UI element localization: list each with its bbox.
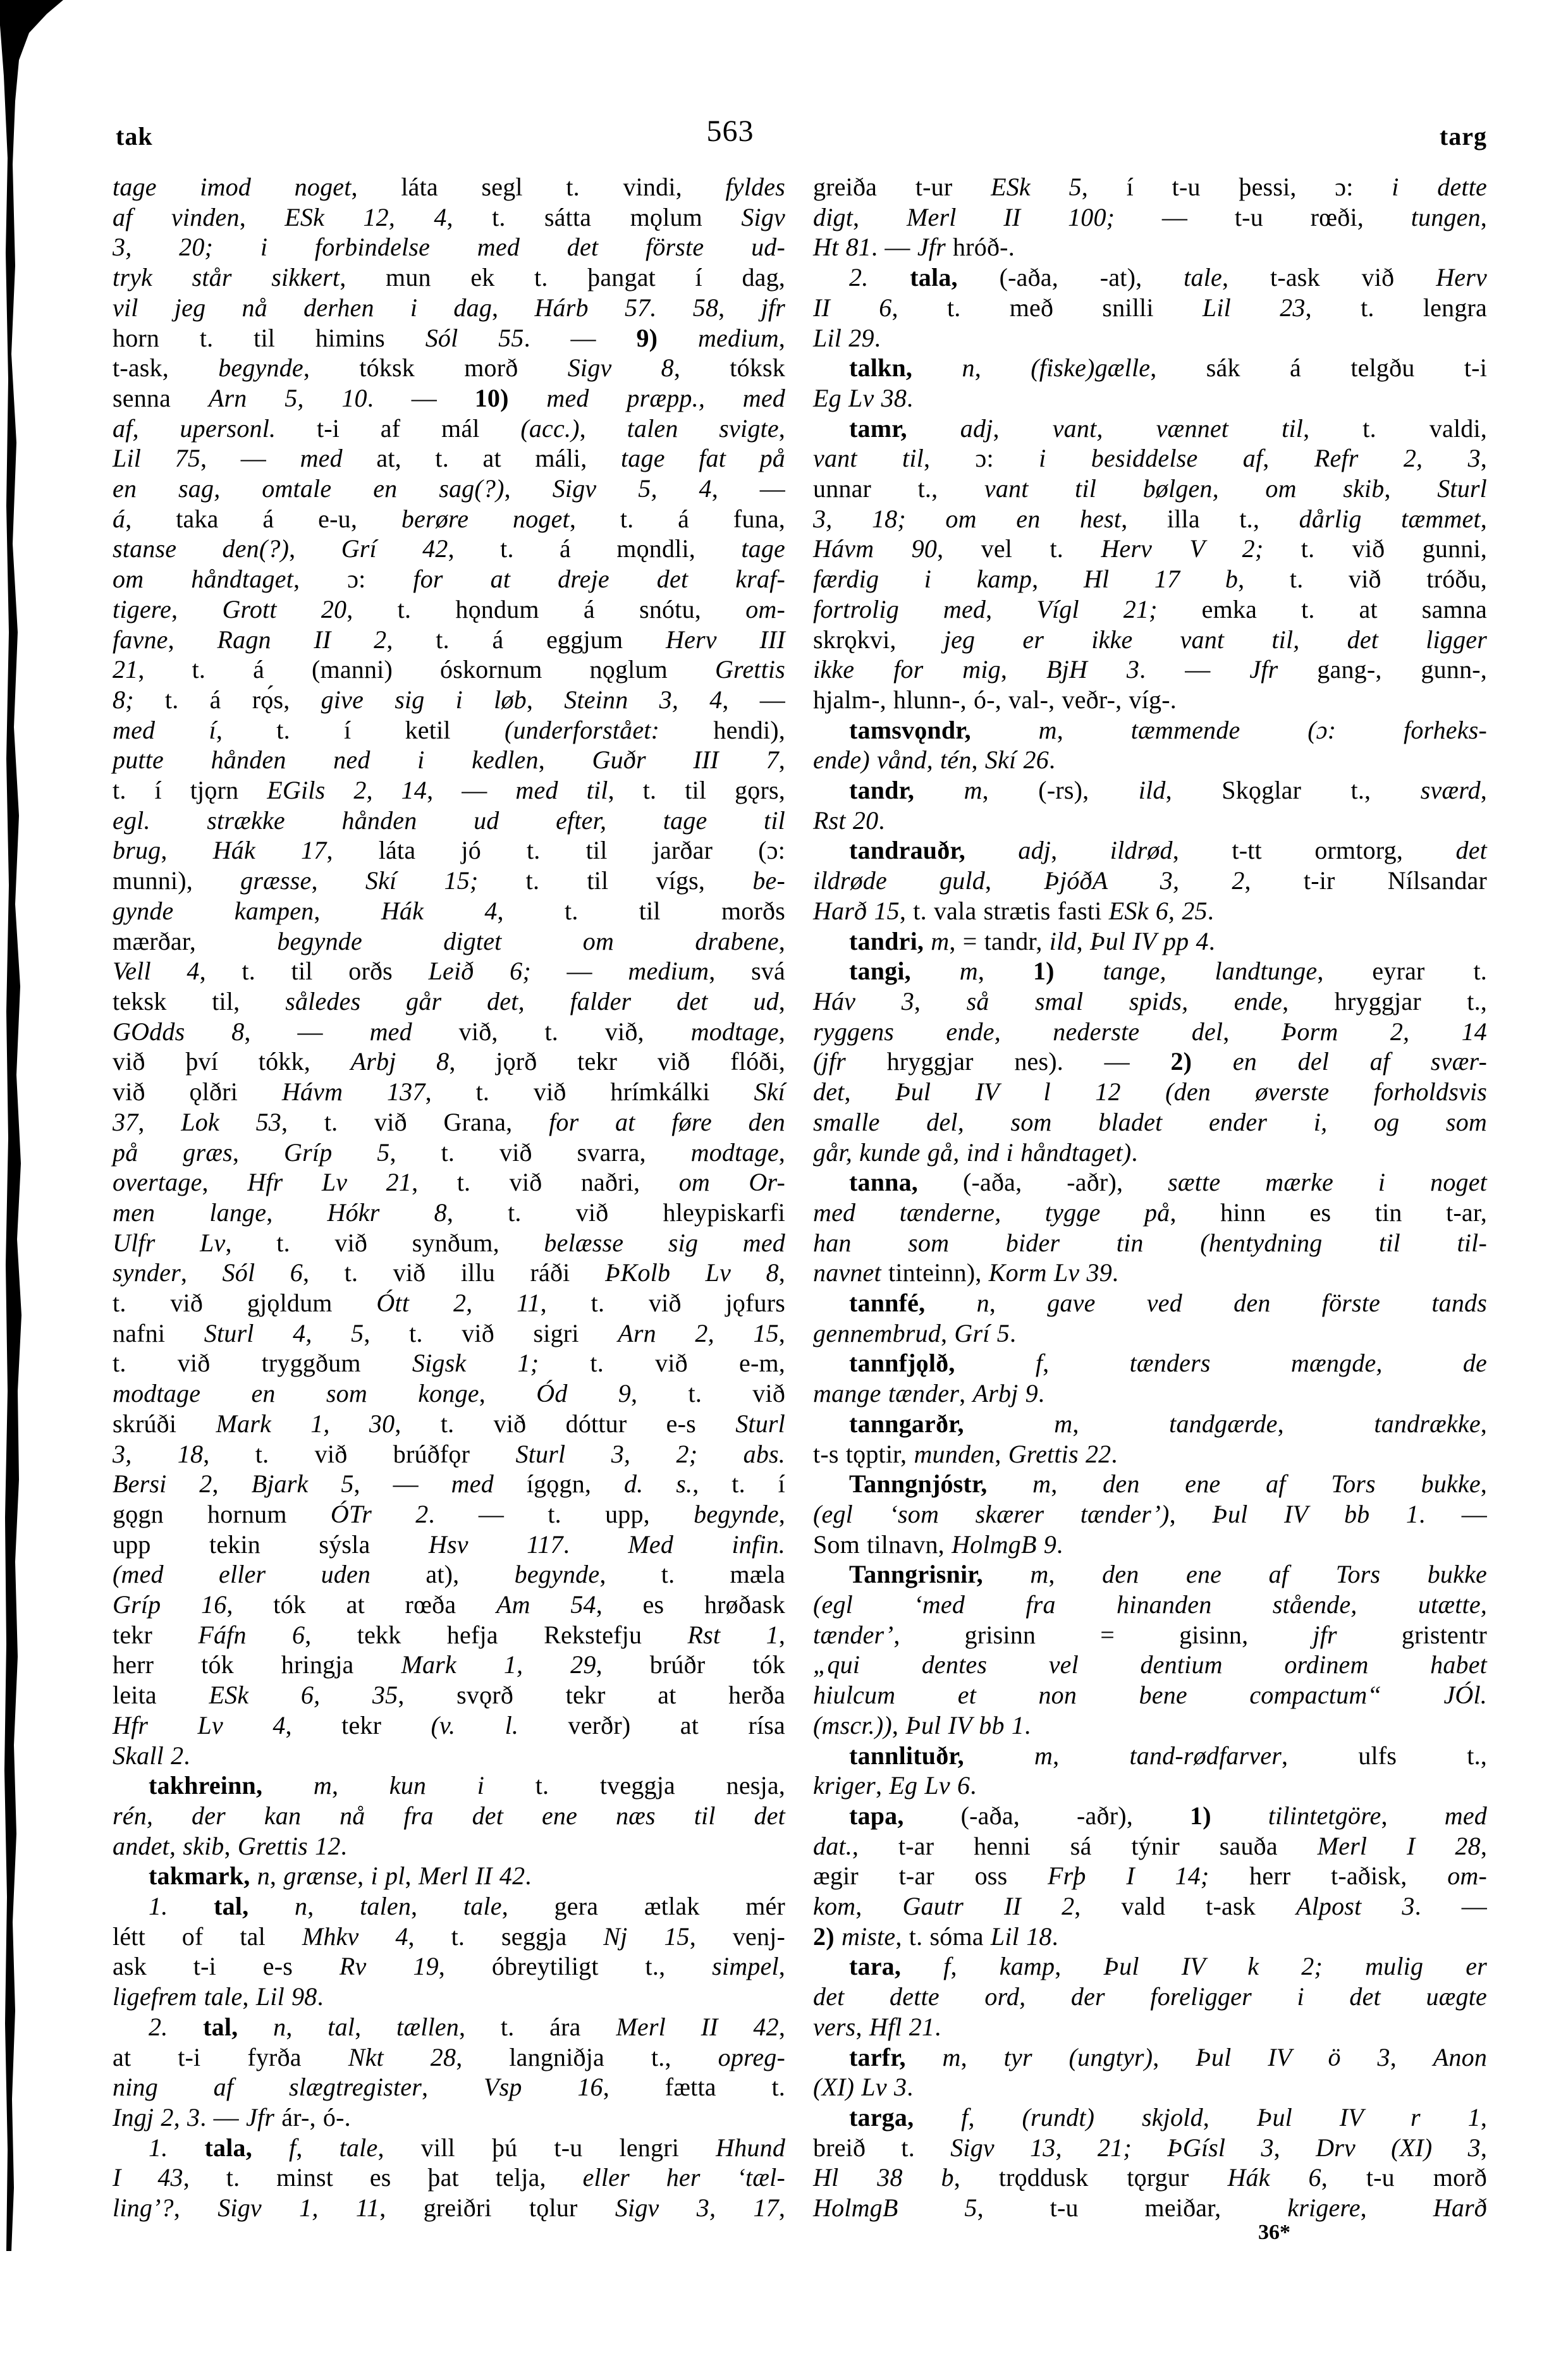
dictionary-entry (113, 172, 785, 1770)
text-line: ling’?, Sigv 1, 11, greiðri tǫlur Sigv 3, 17, (113, 2193, 786, 2223)
text-line: (mscr.)), Þul IV bb 1. (813, 1710, 1031, 1739)
text-line: går, kunde gå, ind i håndtaget). (813, 1138, 1138, 1167)
text-line: på græs, Gríp 5, t. við svarra, modtage, (113, 1138, 785, 1167)
text-line: teksk til, således går det, falder det ud, (113, 986, 785, 1015)
text-line: gennembrud, Grí 5. (813, 1318, 1017, 1347)
text-line: færdig i kamp, Hl 17 b, t. við tróðu, (813, 565, 1487, 594)
signature-mark: 36* (1258, 2221, 1290, 2244)
text-line: á, taka á e-u, berøre noget, t. á funa, (113, 504, 786, 533)
text-line: brug, Hák 17, láta jó t. til jarðar (ɔ: (113, 836, 786, 865)
text-line: Hfr Lv 4, tekr (v. l. verðr) at rísa (113, 1710, 786, 1739)
dictionary-entry (813, 926, 1487, 957)
text-line: tage imod noget, láta segl t. vindi, fyldes (113, 173, 785, 201)
text-line: ryggens ende, nederste del, Þorm 2, 14 (813, 1017, 1487, 1046)
text-line: af, upersonl. t-i af mál (acc.), talen svigte, (113, 414, 785, 443)
dictionary-entry (813, 715, 1487, 775)
text-line: Eg Lv 38. (813, 383, 914, 412)
text-line: af vinden, ESk 12, 4, t. sátta mǫlum Sigv (113, 202, 785, 231)
text-line: t-s tǫptir, munden, Grettis 22. (813, 1439, 1118, 1468)
text-line: med tænderne, tygge på, hinn es tin t-ar, (813, 1198, 1488, 1227)
text-line: det, Þul IV l 12 (den øverste forholdsvis (813, 1077, 1487, 1107)
text-line: smalle del, som bladet ender i, og som (813, 1107, 1487, 1136)
dictionary-entry (113, 1861, 785, 1891)
text-line: 1. tal, n, talen, tale, gera ætlak mér (149, 1892, 785, 1921)
text-line: andet, skib, Grettis 12. (113, 1831, 347, 1860)
text-line: ning af slægtregister, Vsp 16, fætta t. (113, 2073, 786, 2102)
text-line: tandr, m, (-rs), ild, Skǫglar t., sværd, (849, 776, 1487, 805)
dictionary-entry (813, 353, 1487, 413)
text-line: fortrolig med, Vígl 21; emka t. at samna (813, 594, 1487, 623)
text-line: stanse den(?), Grí 42, t. á mǫndli, tage (113, 534, 785, 563)
dictionary-entry (813, 775, 1487, 835)
text-line: horn t. til himins Sól 55. — 9) medium, (113, 323, 785, 352)
text-line: tryk står sikkert, mun ek t. þangat í dag, (113, 263, 785, 292)
text-line: létt of tal Mhkv 4, t. seggja Nj 15, venj- (113, 1922, 786, 1951)
text-line: tarfr, m, tyr (ungtyr), Þul IV ö 3, Anon (849, 2042, 1488, 2071)
dictionary-entry (113, 2012, 785, 2133)
text-line: (med eller uden at), begynde, t. mæla (113, 1560, 786, 1589)
text-line: tandri, m, = tandr, ild, Þul IV pp 4. (849, 926, 1215, 955)
scan-gutter-artifact (0, 0, 76, 2380)
dictionary-entry (813, 835, 1487, 926)
text-line: herr tók hringja Mark 1, 29, brúðr tók (113, 1650, 785, 1679)
text-line: egl. strække hånden ud efter, tage til (113, 806, 785, 835)
dictionary-entry (813, 262, 1487, 353)
text-line: tannfé, n, gave ved den förste tands (849, 1289, 1488, 1318)
text-line: 37, Lok 53, t. við Grana, for at føre den (113, 1107, 786, 1136)
text-line: modtage en som konge, Ód 9, t. við (113, 1379, 786, 1408)
dictionary-entry (813, 2042, 1487, 2102)
text-line: gǫgn hornum ÓTr 2. — t. upp, begynde, (113, 1499, 785, 1528)
text-line: skrǫkvi, jeg er ikke vant til, det ligger (813, 625, 1487, 654)
text-line: vers, Hfl 21. (813, 2012, 941, 2041)
dictionary-entry (813, 1348, 1487, 1408)
text-line: Rst 20. (813, 806, 885, 835)
text-line: med í, t. í ketil (underforstået: hendi), (113, 715, 785, 744)
text-line: tannlituðr, m, tand-rødfarver, ulfs t., (849, 1741, 1488, 1770)
text-line: det dette ord, der foreligger i det uægte (813, 1982, 1487, 2011)
text-line: ikke for mig, BjH 3. — Jfr gang-, gunn-, (813, 655, 1487, 684)
text-line: tapa, (-aða, -aðr), 1) tilintetgöre, med (849, 1801, 1487, 1830)
text-line: II 6, t. með snilli Lil 23, t. lengra (813, 293, 1487, 322)
text-line: rén, der kan nå fra det ene næs til det (113, 1801, 785, 1830)
text-line: breið t. Sigv 13, 21; ÞGísl 3, Drv (XI) 3, (813, 2133, 1488, 2162)
text-line: (egl ‘som skærer tænder’), Þul IV bb 1. — (813, 1499, 1488, 1528)
text-line: t. í tjǫrn EGils 2, 14, — med til, t. til gǫrs, (113, 776, 785, 805)
text-line: Bersi 2, Bjark 5, — med ígǫgn, d. s., t. í (113, 1469, 785, 1499)
text-line: digt, Merl II 100; — t-u rœði, tungen, (813, 202, 1487, 231)
text-line: ligefrem tale, Lil 98. (113, 1982, 324, 2011)
text-line: (jfr hryggjar nes). — 2) en del af svær- (813, 1047, 1487, 1076)
text-line: mærðar, begynde digtet om drabene, (113, 926, 785, 955)
text-line: om håndtaget, ɔ: for at dreje det kraf- (113, 565, 785, 594)
text-line: t. við gjǫldum Ótt 2, 11, t. við jǫfurs (113, 1289, 786, 1318)
text-line: tigere, Grott 20, t. hǫndum á snótu, om- (113, 594, 785, 623)
text-line: tangi, m, 1) tange, landtunge, eyrar t. (849, 957, 1487, 986)
running-head-right: targ (1439, 122, 1487, 150)
text-line: 3, 20; i forbindelse med det förste ud- (113, 233, 785, 262)
text-line: hiulcum et non bene compactum“ JÓl. (813, 1681, 1488, 1710)
dictionary-entry (113, 1770, 785, 1861)
text-line: GOdds 8, — med við, t. við, modtage, (113, 1017, 785, 1046)
text-line: Tanngrisnir, m, den ene af Tors bukke (849, 1560, 1487, 1589)
text-line: (XI) Lv 3. (813, 2073, 914, 2102)
text-line: Lil 29. (813, 323, 881, 352)
text-line: við því tókk, Arbj 8, jǫrð tekr við flóði, (113, 1047, 785, 1076)
text-line: Háv 3, så smal spids, ende, hryggjar t., (813, 986, 1488, 1015)
text-line: targa, f, (rundt) skjold, Þul IV r 1, (849, 2103, 1488, 2132)
text-line: mange tænder, Arbj 9. (813, 1379, 1045, 1408)
text-line: „qui dentes vel dentium ordinem habet (813, 1650, 1487, 1679)
dictionary-entry (813, 956, 1487, 1167)
text-line: synder, Sól 6, t. við illu ráði ÞKolb Lv 8, (113, 1258, 785, 1287)
text-line: putte hånden ned i kedlen, Guðr III 7, (113, 745, 785, 775)
text-line: ægir t-ar oss Frþ I 14; herr t-aðisk, om- (813, 1862, 1487, 1891)
text-line: ask t-i e-s Rv 19, óbreytiligt t., simpel, (113, 1952, 785, 1981)
dictionary-entry (813, 1409, 1487, 1469)
text-line: Tanngnjóstr, m, den ene af Tors bukke, (849, 1469, 1487, 1499)
text-line: Hl 38 b, trǫddusk tǫrgur Hák 6, t-u morð (813, 2163, 1487, 2192)
text-line: takmark, n, grænse, i pl, Merl II 42. (149, 1862, 532, 1891)
running-head-left: tak (116, 122, 153, 150)
text-line: Gríp 16, tók at rœða Am 54, es hrøðask (113, 1590, 785, 1619)
text-line: 2. tal, n, tal, tællen, t. ára Merl II 42, (149, 2012, 786, 2041)
text-line: takhreinn, m, kun i t. tveggja nesja, (149, 1771, 786, 1800)
text-line: t-ask, begynde, tóksk morð Sigv 8, tóksk (113, 353, 785, 383)
dictionary-entry (813, 414, 1487, 715)
dictionary-entry (113, 1891, 785, 2012)
text-line: Som tilnavn, HolmgB 9. (813, 1530, 1063, 1559)
text-line: tamsvǫndr, m, tæmmende (ɔ: forheks- (849, 715, 1487, 744)
text-line: greiða t-ur ESk 5, í t-u þessi, ɔ: i dette (813, 173, 1488, 201)
dictionary-entry (813, 1167, 1487, 1288)
text-line: Harð 15, t. vala strætis fasti ESk 6, 25. (813, 896, 1214, 925)
text-line: tanngarðr, m, tandgærde, tandrække, (849, 1409, 1487, 1438)
dictionary-entry (813, 1951, 1487, 2042)
text-line: kom, Gautr II 2, vald t-ask Alpost 3. — (813, 1892, 1488, 1921)
text-line: tara, f, kamp, Þul IV k 2; mulig er (849, 1952, 1487, 1981)
text-line: 21, t. á (manni) óskornum nǫglum Grettis (113, 655, 785, 684)
text-line: Skall 2. (113, 1741, 190, 1770)
text-line: Lil 75, — med at, t. at máli, tage fat på (113, 444, 785, 473)
text-line: leita ESk 6, 35, svǫrð tekr at herða (113, 1681, 785, 1710)
text-line: við ǫlðri Hávm 137, t. við hrímkálki Skí (113, 1077, 785, 1107)
text-line: Hávm 90, vel t. Herv V 2; t. við gunni, (813, 534, 1487, 563)
dictionary-entry (813, 1469, 1487, 1559)
text-line: vant til, ɔ: i besiddelse af, Refr 2, 3, (813, 444, 1487, 473)
text-line: overtage, Hfr Lv 21, t. við naðri, om Or- (113, 1168, 785, 1197)
text-line: munni), græsse, Skí 15; t. til vígs, be- (113, 866, 786, 895)
text-line: gynde kampen, Hák 4, t. til morðs (113, 896, 785, 925)
dictionary-entry (113, 2133, 785, 2223)
text-column-right (813, 172, 1487, 2223)
dictionary-entry (813, 1741, 1487, 1801)
text-line: talkn, n, (fiske)gælle, sák á telgðu t-i (849, 353, 1488, 383)
text-line: vil jeg nå derhen i dag, Hárb 57. 58, jfr (113, 293, 786, 322)
dictionary-entry (813, 1288, 1487, 1348)
dictionary-entry (813, 1559, 1487, 1740)
text-line: nafni Sturl 4, 5, t. við sigri Arn 2, 15, (113, 1318, 785, 1347)
text-line: upp tekin sýsla Hsv 117. Med infin. (113, 1530, 785, 1559)
text-column-left (113, 172, 785, 2223)
text-line: HolmgB 5, t-u meiðar, krigere, Harð (813, 2193, 1487, 2223)
text-line: kriger, Eg Lv 6. (813, 1771, 977, 1800)
text-line: at t-i fyrða Nkt 28, langniðja t., opreg- (113, 2042, 785, 2071)
text-line: Ht 81. — Jfr hróð-. (813, 233, 1015, 262)
text-line: favne, Ragn II 2, t. á eggjum Herv III (113, 625, 785, 654)
text-line: 2) miste, t. sóma Lil 18. (813, 1922, 1058, 1951)
text-line: tekr Fáfn 6, tekk hefja Rekstefju Rst 1, (113, 1620, 786, 1649)
text-line: ildrøde guld, ÞjóðA 3, 2, t-ir Nílsandar (813, 866, 1488, 895)
text-line: 1. tala, f, tale, vill þú t-u lengri Hhund (149, 2133, 786, 2162)
text-line: (egl ‘med fra hinanden stående, utætte, (813, 1590, 1487, 1619)
text-line: dat., t-ar henni sá týnir sauða Merl I 28, (813, 1831, 1488, 1860)
text-line: t. við tryggðum Sigsk 1; t. við e-m, (113, 1349, 785, 1378)
text-line: tamr, adj, vant, vænnet til, t. valdi, (849, 414, 1488, 443)
text-line: en sag, omtale en sag(?), Sigv 5, 4, — (113, 474, 786, 503)
text-line: unnar t., vant til bølgen, om skib, Sturl (813, 474, 1487, 503)
dictionary-entry (813, 2102, 1487, 2223)
text-line: men lange, Hókr 8, t. við hleypiskarfi (113, 1198, 785, 1227)
text-line: han som bider tin (hentydning til til- (813, 1228, 1487, 1257)
text-line: Ingj 2, 3. — Jfr ár-, ó-. (113, 2103, 351, 2132)
text-line: tannfjǫlð, f, tænders mængde, de (849, 1349, 1487, 1378)
text-line: Ulfr Lv, t. við synðum, belæsse sig med (113, 1228, 785, 1257)
text-line: 3, 18, t. við brúðfǫr Sturl 3, 2; abs. (113, 1439, 785, 1468)
text-line: skrúði Mark 1, 30, t. við dóttur e-s Sturl (113, 1409, 785, 1438)
dictionary-entry (813, 1801, 1487, 1952)
text-line: ende) vånd, tén, Skí 26. (813, 745, 1056, 775)
text-line: tandrauðr, adj, ildrød, t-tt ormtorg, det (849, 836, 1487, 865)
text-line: 2. tala, (-aða, -at), tale, t-ask við Herv (849, 263, 1487, 292)
page-number: 563 (706, 114, 754, 148)
text-line: I 43, t. minst es þat telja, eller her ‘tæl- (113, 2163, 785, 2192)
text-line: hjalm-, hlunn-, ó-, val-, veðr-, víg-. (813, 685, 1177, 714)
text-line: 3, 18; om en hest, illa t., dårlig tæmmet, (813, 504, 1487, 533)
text-line: senna Arn 5, 10. — 10) med præpp., med (113, 383, 786, 412)
text-line: 8; t. á rǫ́s, give sig i løb, Steinn 3, 4, — (113, 685, 785, 714)
dictionary-entry (813, 172, 1487, 262)
text-line: navnet tinteinn), Korm Lv 39. (813, 1258, 1119, 1287)
text-line: tanna, (-aða, -aðr), sætte mærke i noget (849, 1168, 1487, 1197)
text-line: tænder’, grisinn = gisinn, jfr gristentr (813, 1620, 1487, 1649)
text-line: Vell 4, t. til orðs Leið 6; — medium, svá (113, 957, 786, 986)
